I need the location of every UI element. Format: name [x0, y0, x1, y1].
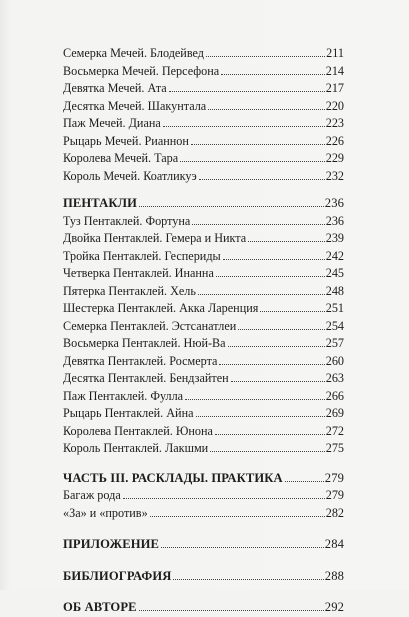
toc-entry-page: 275	[325, 441, 344, 455]
section-heading-page: 288	[324, 568, 344, 583]
table-of-contents	[63, 45, 344, 617]
dot-leader	[215, 434, 325, 435]
toc-entry	[63, 388, 344, 406]
section-heading-bibliography	[63, 568, 344, 586]
toc-entry-title: Паж Пентаклей. Фулла	[63, 388, 184, 403]
toc-entry-title: Король Пентаклей. Лакшми	[63, 441, 209, 455]
toc-entry-title: Шестерка Пентаклей. Акка Ларенция	[63, 301, 259, 315]
toc-entry	[63, 230, 344, 248]
toc-entry	[63, 115, 344, 133]
toc-entry-page: 272	[325, 423, 344, 438]
toc-entry-page: 236	[325, 213, 344, 228]
toc-entry-page: 232	[325, 168, 344, 183]
toc-entry-title: Семерка Мечей. Блодейвед	[63, 46, 204, 60]
dot-leader	[216, 276, 325, 277]
section-heading-title: ЧАСТЬ III. РАСКЛАДЫ. ПРАКТИКА	[63, 470, 283, 485]
toc-entry	[63, 405, 344, 423]
toc-entry-title: Королева Мечей. Тара	[63, 151, 179, 165]
toc-entry	[63, 45, 344, 63]
toc-entry-page: 279	[325, 488, 344, 502]
dot-leader	[231, 381, 325, 382]
section-heading-title: БИБЛИОГРАФИЯ	[63, 568, 172, 583]
section-spacer	[63, 585, 344, 599]
toc-entry-title: Тройка Пентаклей. Геспериды	[63, 248, 221, 263]
toc-entry-page: 248	[325, 283, 344, 298]
toc-entry-page: 217	[325, 81, 344, 95]
swords-section	[63, 45, 344, 185]
dot-leader	[285, 481, 324, 482]
toc-entry-page: 220	[325, 98, 344, 113]
toc-entry	[63, 353, 344, 371]
toc-entry	[63, 150, 344, 168]
section-heading-appendix	[63, 536, 344, 554]
toc-entry-title: Король Мечей. Коатликуэ	[63, 168, 197, 183]
toc-entry	[63, 440, 344, 458]
toc-entry-title: Пятерка Пентаклей. Хель	[63, 283, 196, 298]
section-spacer	[63, 554, 344, 568]
toc-entry	[63, 213, 344, 231]
section-heading-page: 284	[324, 537, 344, 551]
toc-entry-page: 260	[325, 353, 344, 368]
dot-leader	[228, 346, 325, 347]
section-heading-page: 292	[324, 600, 344, 614]
toc-entry	[63, 265, 344, 283]
dot-leader	[123, 498, 325, 499]
dot-leader	[208, 109, 325, 110]
dot-leader	[139, 610, 324, 611]
toc-entry-title: Двойка Пентаклей. Гемера и Никта	[63, 231, 247, 245]
dot-leader	[173, 579, 323, 580]
toc-entry-title: Туз Пентаклей. Фортуна	[63, 213, 191, 228]
dot-leader	[248, 241, 325, 242]
toc-entry-title: Рыцарь Пентаклей. Айна	[63, 406, 194, 420]
dot-leader	[219, 364, 324, 365]
toc-entry	[63, 133, 344, 151]
toc-entry-title: Багаж рода	[63, 488, 121, 502]
toc-entry-title: Десятка Мечей. Шакунтала	[63, 98, 207, 113]
dot-leader	[223, 259, 325, 260]
toc-entry-page: 269	[325, 406, 344, 420]
section-heading-title: ПЕНТАКЛИ	[63, 196, 137, 210]
section-heading-pentacles	[63, 195, 344, 213]
toc-entry-page: 214	[325, 63, 344, 78]
section-spacer	[63, 185, 344, 195]
section-heading-page: 236	[324, 196, 344, 210]
toc-entry-page: 257	[325, 336, 344, 350]
toc-entry-page: 239	[325, 231, 344, 245]
section-spacer	[63, 458, 344, 470]
toc-entry-title: Королева Пентаклей. Юнона	[63, 423, 213, 438]
toc-entry-page: 242	[325, 248, 344, 263]
toc-entry	[63, 168, 344, 186]
toc-entry-page: 282	[325, 505, 344, 520]
toc-entry-title: «За» и «против»	[63, 505, 148, 520]
toc-entry-page: 266	[325, 388, 344, 403]
toc-entry	[63, 318, 344, 336]
toc-entry-title: Девятка Пентаклей. Росмерта	[63, 353, 218, 368]
toc-entry	[63, 248, 344, 266]
dot-leader	[198, 294, 325, 295]
dot-leader	[260, 311, 324, 312]
toc-entry	[63, 335, 344, 353]
toc-entry-page: 251	[325, 301, 344, 315]
toc-entry-page: 226	[325, 133, 344, 148]
dot-leader	[139, 206, 324, 207]
toc-entry-page: 229	[325, 151, 344, 165]
toc-entry	[63, 300, 344, 318]
dot-leader	[191, 144, 325, 145]
toc-entry-title: Десятка Пентаклей. Бендзайтен	[63, 371, 229, 385]
toc-entry-page: 254	[325, 318, 344, 333]
dot-leader	[210, 451, 325, 452]
toc-entry-page: 263	[325, 371, 344, 385]
dot-leader	[192, 224, 324, 225]
toc-entry-title: Четверка Пентаклей. Инанна	[63, 266, 214, 280]
toc-entry	[63, 98, 344, 116]
section-heading-page: 279	[324, 470, 344, 485]
toc-entry-title: Рыцарь Мечей. Рианнон	[63, 133, 189, 148]
dot-leader	[196, 416, 325, 417]
dot-leader	[185, 399, 325, 400]
section-heading-title: ОБ АВТОРЕ	[63, 600, 137, 614]
toc-entry-title: Восьмерка Мечей. Персефона	[63, 63, 220, 78]
toc-entry	[63, 80, 344, 98]
toc-entry-page: 223	[325, 116, 344, 130]
dot-leader	[150, 516, 325, 517]
part3-section	[63, 470, 344, 523]
toc-entry	[63, 423, 344, 441]
toc-entry	[63, 487, 344, 505]
toc-entry-title: Паж Мечей. Диана	[63, 116, 161, 130]
toc-entry	[63, 505, 344, 523]
section-heading-about-author	[63, 599, 344, 617]
toc-entry	[63, 370, 344, 388]
section-heading-title: ПРИЛОЖЕНИЕ	[63, 537, 159, 551]
dot-leader	[163, 126, 325, 127]
toc-entry	[63, 63, 344, 81]
dot-leader	[180, 161, 325, 162]
toc-entry-page: 211	[326, 46, 344, 60]
section-heading-part3	[63, 470, 344, 488]
toc-entry	[63, 283, 344, 301]
toc-entry-title: Восьмерка Пентаклей. Нюй-Ва	[63, 336, 226, 350]
pentacles-section	[63, 195, 344, 458]
toc-entry-title: Девятка Мечей. Ата	[63, 81, 167, 95]
dot-leader	[206, 56, 325, 57]
dot-leader	[169, 91, 325, 92]
dot-leader	[161, 547, 324, 548]
section-spacer	[63, 522, 344, 536]
dot-leader	[199, 179, 325, 180]
toc-entry-title: Семерка Пентаклей. Эстсанатлеи	[63, 318, 237, 333]
toc-entry-page: 245	[325, 266, 344, 280]
dot-leader	[221, 74, 325, 75]
dot-leader	[238, 329, 324, 330]
